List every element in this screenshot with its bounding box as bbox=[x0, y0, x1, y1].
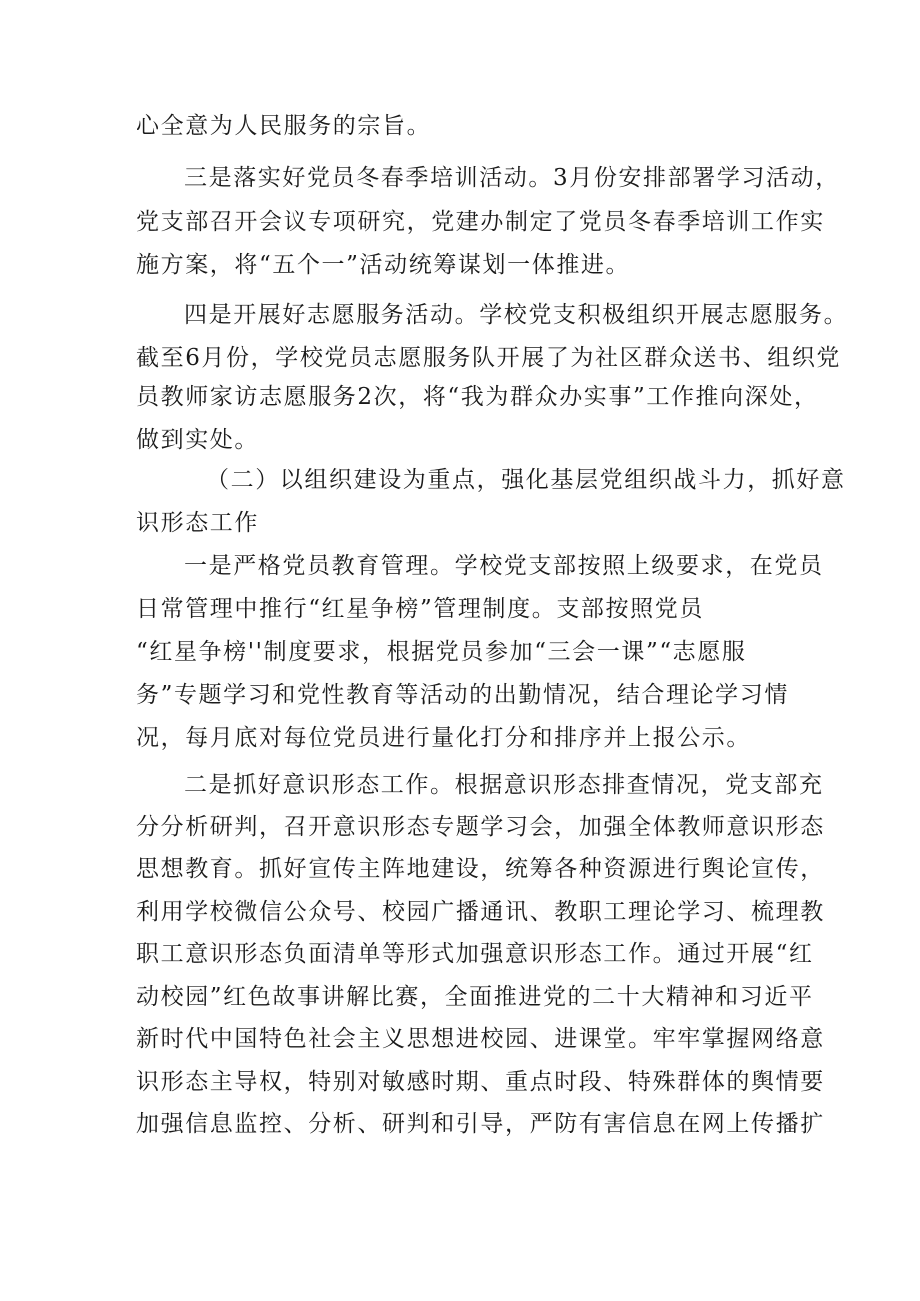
section-heading: （二）以组织建设为重点，强化基层党组织战斗力，抓好意 bbox=[206, 467, 846, 493]
text-line: 思想教育。抓好宣传主阵地建设，统筹各种资源进行舆论宣传， bbox=[136, 856, 825, 882]
text-line: 截至6月份，学校党员志愿服务队开展了为社区群众送书、组织党 bbox=[136, 345, 842, 371]
text-line: 做到实处。 bbox=[136, 427, 259, 453]
text-line: 四是开展好志愿服务活动。学校党支积极组织开展志愿服务。 bbox=[184, 302, 849, 328]
text-line: 况，每月底对每位党员进行量化打分和排序并上报公示。 bbox=[136, 725, 751, 751]
section-heading-continued: 识形态工作 bbox=[136, 510, 259, 536]
text-line: 务”专题学习和党性教育等活动的出勤情况，结合理论学习情 bbox=[136, 682, 789, 708]
text-line: 分分析研判，召开意识形态专题学习会，加强全体教师意识形态 bbox=[136, 814, 825, 840]
text-line: 日常管理中推行“红星争榜”管理制度。支部按照党员 bbox=[136, 596, 704, 622]
text-line: 职工意识形态负面清单等形式加强意识形态工作。通过开展“红 bbox=[136, 941, 814, 967]
text-line: “红星争榜''制度要求，根据党员参加“三会一课”“志愿服 bbox=[136, 639, 747, 665]
text-line: 施方案，将“五个一”活动统筹谋划一体推进。 bbox=[136, 252, 631, 278]
text-line: 心全意为人民服务的宗旨。 bbox=[136, 113, 432, 139]
text-line: 利用学校微信公众号、校园广播通讯、教职工理论学习、梳理教 bbox=[136, 899, 825, 925]
text-line: 党支部召开会议专项研究，党建办制定了党员冬春季培训工作实 bbox=[136, 209, 825, 235]
text-line: 三是落实好党员冬春季培训活动。3月份安排部署学习活动， bbox=[184, 165, 840, 191]
text-line: 动校园”红色故事讲解比赛，全面推进党的二十大精神和习近平 bbox=[136, 984, 814, 1010]
text-line: 一是严格党员教育管理。学校党支部按照上级要求，在党员 bbox=[184, 553, 824, 579]
text-line: 二是抓好意识形态工作。根据意识形态排查情况，党支部充 bbox=[184, 772, 824, 798]
text-line: 新时代中国特色社会主义思想进校园、进课堂。牢牢掌握网络意 bbox=[136, 1026, 825, 1052]
text-line: 加强信息监控、分析、研判和引导，严防有害信息在网上传播扩 bbox=[136, 1111, 825, 1137]
text-line: 识形态主导权，特别对敏感时期、重点时段、特殊群体的舆情要 bbox=[136, 1069, 825, 1095]
text-line: 员教师家访志愿服务2次，将“我为群众办实事”工作推向深处， bbox=[136, 384, 819, 410]
